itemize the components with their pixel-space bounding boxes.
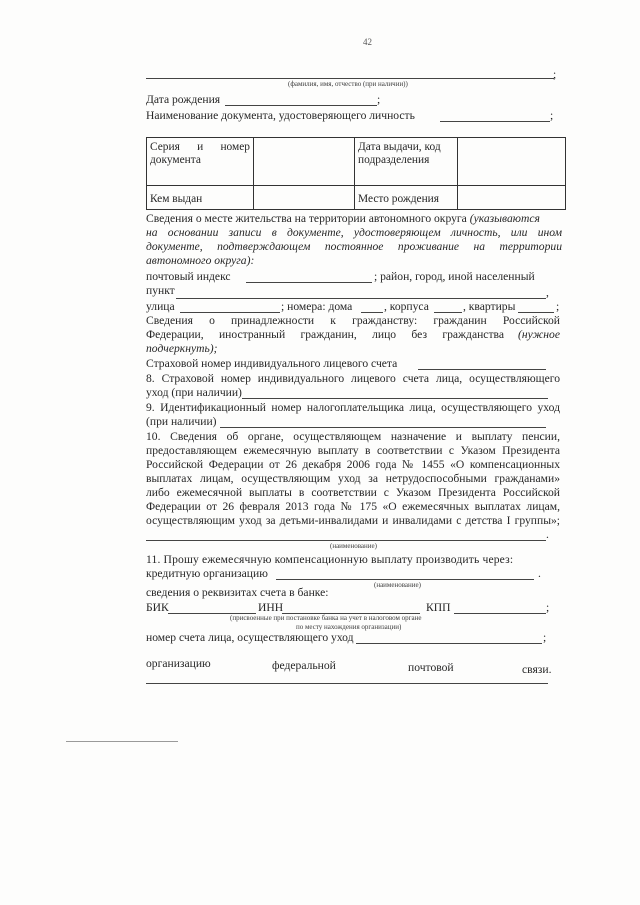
house-label: ; номера: дома	[281, 300, 353, 313]
item8-line2: уход (при наличии)	[146, 386, 242, 399]
credit-org-label: кредитную организацию	[146, 567, 268, 580]
residence-heading	[146, 212, 540, 226]
item10-line7: осуществляющим уход за детьми-инвалидами и инвалидами с детства I группы»;	[146, 514, 560, 527]
residence-note-line3: документе, подтверждающем постоянное проживание на территории	[146, 240, 562, 253]
scan-artifact-line	[66, 741, 178, 742]
org-word: организацию	[146, 657, 211, 670]
federal-word: федеральной	[272, 659, 336, 672]
fio-caption: (фамилия, имя, отчество (при наличии))	[288, 80, 408, 88]
item10-line3: Российской Федерации от 26 декабря 2006 года № 1455 «О компенсационных	[146, 458, 560, 471]
birth-date-end-mark: ;	[377, 93, 381, 106]
item10-line2: предоставляющем ежемесячную выплату в соответствии с Указом Президента	[146, 444, 560, 457]
bank-details-label: сведения о реквизитах счета в банке:	[146, 586, 329, 599]
apartment-line	[518, 312, 554, 313]
item9-line1: 9. Идентификационный номер налогоплательщика лица, осуществляющего уход	[146, 401, 560, 414]
birth-place-label: Место рождения	[358, 193, 440, 205]
residence-heading-text: Сведения о месте жительства на территории автономного округа	[146, 212, 467, 225]
bik-label: БИК	[146, 601, 169, 614]
item8-line	[242, 398, 548, 399]
apartment-label: , квартиры	[463, 300, 516, 313]
item10-line4: выплатах лицам, осуществляющим уход за нетрудоспособными гражданами»	[146, 472, 560, 485]
doc-name-line	[440, 121, 550, 122]
kpp-label: КПП	[426, 601, 451, 614]
locality-label: пункт	[146, 284, 175, 297]
citizenship-line2	[146, 328, 560, 342]
inn-label: ИНН	[258, 601, 284, 614]
item10-line5: либо ежемесячной выплаты в соответствии с Указом Президента Российской	[146, 486, 560, 499]
series-number-label-cell	[147, 138, 254, 186]
organ-name-line	[146, 540, 546, 541]
kpp-end-mark: ;	[546, 601, 550, 614]
issued-by-label: Кем выдан	[150, 193, 203, 205]
item10-line6: Федерации от 26 февраля 2013 года № 175 «О ежемесячных выплатах лицам,	[146, 500, 560, 513]
tax-caption-line1: (присвоенные при постановке банка на учет в налоговом органе	[230, 614, 422, 622]
locality-end-mark: ,	[546, 286, 549, 299]
residence-end-mark: ;	[556, 300, 560, 313]
postal-word: почтовой	[408, 661, 454, 674]
item9-line2: (при наличии)	[146, 415, 217, 428]
fio-end-mark: ;	[553, 68, 557, 81]
issue-date-label-cell	[355, 138, 458, 186]
item10-line1: 10. Сведения об органе, осуществляющем назначение и выплату пенсии,	[146, 430, 560, 443]
issue-date-value-cell	[458, 138, 566, 186]
item11-line1: 11. Прошу ежемесячную компенсационную выплату производить через:	[146, 553, 514, 566]
locality-line	[176, 298, 546, 299]
comm-word: связи.	[522, 663, 552, 676]
fio-line	[146, 78, 554, 79]
street-line	[180, 312, 280, 313]
postcode-line	[246, 282, 372, 283]
snils-label: Страховой номер индивидуального лицевого счета	[146, 357, 398, 370]
identity-document-table	[146, 137, 566, 210]
account-line	[356, 643, 542, 644]
birth-place-value-cell	[458, 186, 566, 210]
organ-name-end-mark: .	[546, 528, 549, 541]
postcode-label: почтовый индекс	[146, 270, 231, 283]
issue-date-label: Дата выдачи, код подразделения	[358, 141, 441, 166]
series-number-label: Серия и номер документа	[150, 141, 250, 166]
item9-line	[220, 427, 546, 428]
birth-place-label-cell	[355, 186, 458, 210]
district-label: ; район, город, иной населенный	[374, 270, 535, 283]
postal-org-line	[146, 683, 548, 684]
issued-by-label-cell	[147, 186, 254, 210]
issued-by-value-cell	[254, 186, 355, 210]
citizenship-underline-note: (нужное	[518, 328, 560, 341]
account-end-mark: ;	[543, 631, 547, 644]
residence-note-start: (указываются	[469, 212, 540, 225]
snils-line	[418, 369, 546, 370]
account-label: номер счета лица, осуществляющего уход	[146, 631, 354, 644]
birth-date-line	[225, 105, 377, 106]
credit-org-end-mark: .	[538, 567, 541, 580]
organ-name-caption: (наименование)	[330, 542, 377, 550]
credit-org-line	[276, 579, 534, 580]
series-number-value-cell	[254, 138, 355, 186]
doc-name-label: Наименование документа, удостоверяющего личность	[146, 109, 415, 122]
street-label: улица	[146, 300, 175, 313]
birth-date-label: Дата рождения	[146, 93, 221, 106]
building-line	[434, 312, 462, 313]
citizenship-line3: подчеркнуть);	[146, 342, 218, 355]
residence-note-line2: на основании записи в документе, удостоверяющем личность, или ином	[146, 226, 562, 239]
page-number: 42	[363, 37, 372, 47]
house-line	[361, 312, 383, 313]
citizenship-line1: Сведения о принадлежности к гражданству: гражданин Российской	[146, 314, 560, 327]
credit-org-caption: (наименование)	[374, 581, 421, 589]
residence-note-line4: автономного округа):	[146, 254, 255, 267]
tax-caption-line2: по месту нахождения организации)	[296, 623, 402, 631]
building-label: , корпуса	[384, 300, 429, 313]
citizenship-options: Федерации, иностранный гражданин, лицо без гражданства	[146, 328, 504, 341]
item8-line1: 8. Страховой номер индивидуального лицевого счета лица, осуществляющего	[146, 372, 560, 385]
kpp-line	[454, 613, 546, 614]
doc-name-end-mark: ;	[550, 109, 554, 122]
